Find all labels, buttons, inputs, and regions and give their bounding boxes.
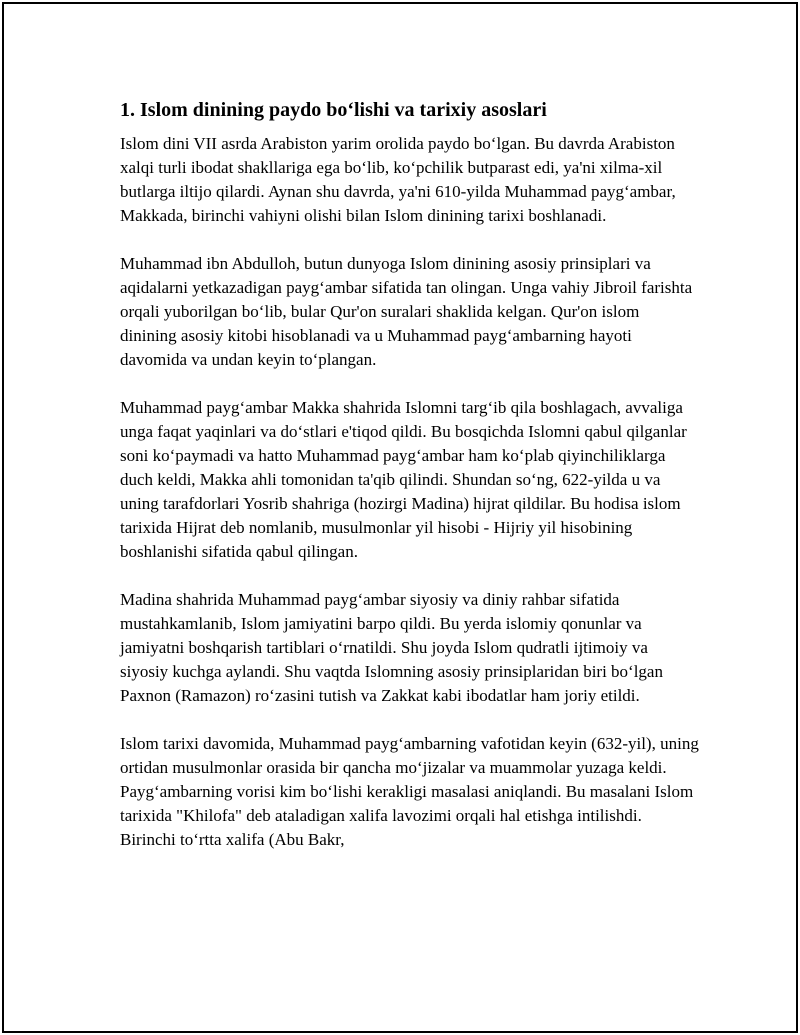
paragraph-5: Islom tarixi davomida, Muhammad payg‘ambarning vafotidan keyin (632-yil), uning ortidan musulmonlar orasida bir qancha mo‘jizalar va muammolar yuzaga keldi. Payg‘ambarning vorisi kim bo‘lishi kerakligi masalasi aniqlandi. Bu masalani Islom tarixida "Khilofa" deb ataladigan xalifa lavozimi orqali hal etishga intilishdi. Birinchi to‘rtta xalifa (Abu Bakr, bbox=[120, 734, 699, 849]
section-heading: 1. Islom dinining paydo bo‘lishi va tarixiy asoslari bbox=[120, 99, 547, 121]
paragraph-3: Muhammad payg‘ambar Makka shahrida Islomni targ‘ib qila boshlagach, avvaliga unga faqat yaqinlari va do‘stlari e'tiqod qildi. Bu bosqichda Islomni qabul qilganlar soni ko‘paymadi va hatto Muhammad payg‘ambar ham ko‘plab qiyinchiliklarga duch keldi, Makka ahli tomonidan ta'qib qilindi. Shundan so‘ng, 622-yilda u va uning tarafdorlari Yosrib shahriga (hozirgi Madina) hijrat qildilar. Bu hodisa islom tarixida Hijrat deb nomlanib, musulmonlar yil hisobi - Hijriy yil hisobining boshlanishi sifatida qabul qilingan. bbox=[120, 398, 687, 561]
paragraph-1: Islom dini VII asrda Arabiston yarim orolida paydo bo‘lgan. Bu davrda Arabiston xalqi turli ibodat shakllariga ega bo‘lib, ko‘pchilik butparast edi, ya'ni xilma-xil butlarga iltijo qilardi. Aynan shu davrda, ya'ni 610-yilda Muhammad payg‘ambar, Makkada, birinchi vahiyni olishi bilan Islom dinining tarixi boshlanadi. bbox=[120, 134, 676, 225]
document-body bbox=[120, 96, 700, 876]
page-frame bbox=[2, 2, 798, 1033]
paragraph-4: Madina shahrida Muhammad payg‘ambar siyosiy va diniy rahbar sifatida mustahkamlanib, Islom jamiyatini barpo qildi. Bu yerda islomiy qonunlar va jamiyatni boshqarish tartiblari o‘rnatildi. Shu joyda Islom qudratli ijtimoiy va siyosiy kuchga aylandi. Shu vaqtda Islomning asosiy prinsiplaridan biri bo‘lgan Paxnon (Ramazon) ro‘zasini tutish va Zakkat kabi ibodatlar ham joriy etildi. bbox=[120, 590, 663, 705]
paragraph-2: Muhammad ibn Abdulloh, butun dunyoga Islom dinining asosiy prinsiplari va aqidalarni yetkazadigan payg‘ambar sifatida tan olingan. Unga vahiy Jibroil farishta orqali yuborilgan bo‘lib, bular Qur'on suralari shaklida kelgan. Qur'on islom dinining asosiy kitobi hisoblanadi va u Muhammad payg‘ambarning hayoti davomida va undan keyin to‘plangan. bbox=[120, 254, 693, 369]
